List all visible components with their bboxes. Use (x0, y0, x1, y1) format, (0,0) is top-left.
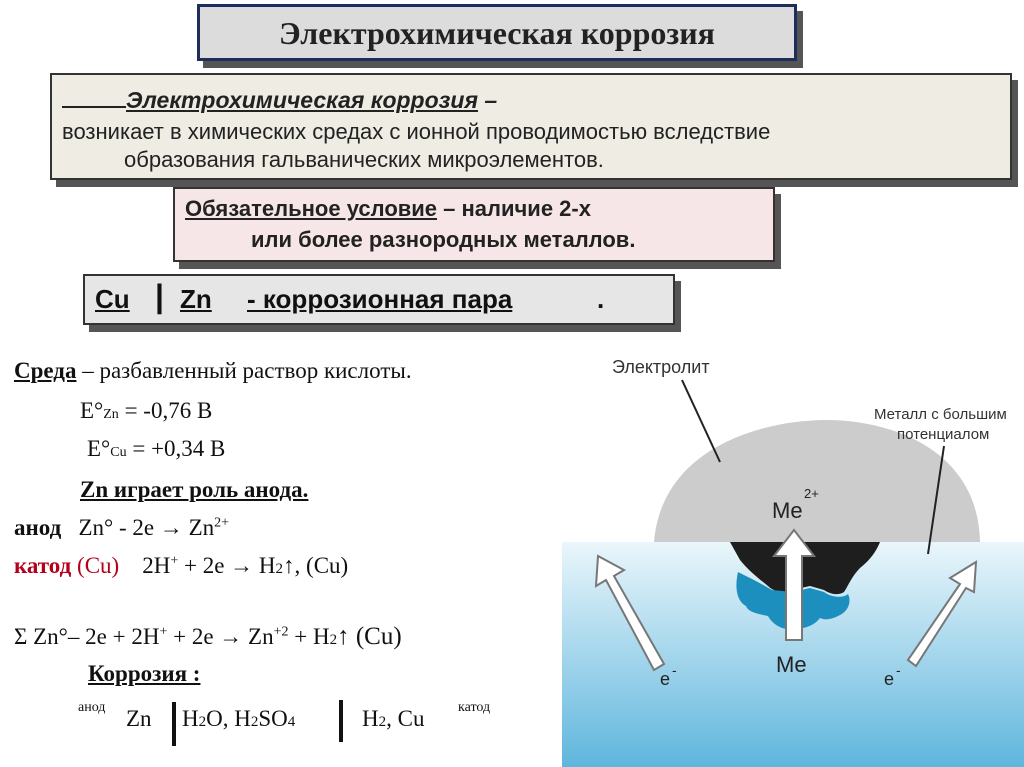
condition-line2: или более разнородных металлов. (251, 227, 636, 252)
e-zn-line (80, 398, 212, 424)
sum-d: ↑ (Cu) (337, 623, 402, 650)
scheme-mid-sub1: 2 (198, 714, 207, 730)
scheme-right (362, 706, 424, 732)
scheme-mid-a: H (182, 706, 199, 731)
pair-separator: | (155, 278, 164, 314)
e-cu-line (87, 436, 225, 462)
label-metal-line2: потенциалом (897, 426, 990, 443)
scheme-mid-sub3: 4 (287, 714, 296, 730)
label-electrolyte: Электролит (612, 357, 710, 377)
scheme-zn: Zn (126, 706, 152, 731)
pair-box (83, 274, 675, 325)
sum-a: Σ Zn°– 2e + 2H (14, 624, 160, 649)
label-metal-line1: Металл с большим (874, 406, 1007, 423)
e-zn-symbol: E° (80, 398, 104, 423)
sum-sup: +2 (273, 624, 289, 640)
e-cu-value: = +0,34 В (126, 436, 226, 461)
condition-box (173, 187, 775, 262)
scheme-bar-right (339, 700, 343, 742)
pair-text: - коррозионная пара (247, 284, 513, 314)
definition-dash: – (484, 87, 498, 113)
label-me-top-sup: 2+ (804, 486, 819, 501)
sum-plus: + (159, 624, 168, 640)
definition-line1 (62, 87, 497, 114)
cathode-line (14, 553, 348, 579)
label-me-top: Me (772, 498, 803, 523)
anode-line (14, 515, 229, 541)
scheme-right-b: , Cu (386, 706, 425, 731)
scheme-cathode: катод (458, 700, 491, 715)
condition-line1 (185, 196, 591, 222)
definition-blank (62, 88, 126, 108)
definition-line3: образования гальванических микроэлементов. (124, 147, 604, 172)
medium-line (14, 358, 412, 384)
cathode-eq-plus: + (170, 553, 179, 569)
definition-term: Электрохимическая коррозия (126, 87, 478, 113)
scheme-right-a: H (362, 706, 379, 731)
corrosion-label: Коррозия : (88, 661, 201, 686)
anode-label: анод (14, 515, 62, 540)
sum-sub: 2 (329, 632, 338, 648)
corrosion-diagram (562, 340, 1024, 767)
page-title: Электрохимическая коррозия (279, 15, 715, 51)
scheme-middle (182, 706, 295, 732)
electrolyte-pointer (682, 380, 720, 462)
title-box (197, 4, 797, 61)
label-me-bottom: Me (776, 652, 807, 677)
condition-rest: – наличие 2-х (437, 196, 591, 221)
scheme-mid-c: SO (258, 706, 288, 731)
cathode-cu: (Cu) (71, 553, 120, 578)
scheme-mid-sub2: 2 (250, 714, 259, 730)
label-e-right: e (884, 669, 895, 689)
definition-box (50, 73, 1012, 180)
pair-zn: Zn (180, 284, 212, 314)
cathode-eq-c: ↑, (Cu) (283, 553, 349, 578)
cathode-eq-sub: 2 (275, 561, 284, 577)
scheme-anode: анод (78, 700, 106, 715)
medium-label: Среда (14, 358, 77, 383)
anode-equation: Zn° - 2e → Zn (78, 515, 215, 540)
definition-line2: возникает в химических средах с ионной проводимостью вследствие (62, 119, 771, 144)
scheme-mid-b: O, H (206, 706, 251, 731)
e-zn-sub: Zn (103, 407, 119, 422)
cathode-eq-a: 2H (142, 553, 171, 578)
e-cu-sub: Cu (110, 445, 127, 460)
anode-sup: 2+ (214, 515, 230, 531)
anode-role: Zn играет роль анода. (80, 477, 309, 502)
sum-c: + H (288, 624, 330, 649)
sum-line (14, 623, 402, 651)
label-e-left-sup: - (672, 662, 677, 678)
cathode-label: катод (14, 553, 72, 578)
scheme-right-sub: 2 (378, 714, 387, 730)
e-cu-symbol: E° (87, 436, 111, 461)
sum-b: + 2e → Zn (167, 624, 274, 649)
pair-cu: Cu (95, 284, 130, 314)
condition-label: Обязательное условие (185, 196, 438, 221)
medium-text: – разбавленный раствор кислоты. (76, 358, 412, 383)
e-zn-value: = -0,76 В (118, 398, 213, 423)
pair-dot: . (597, 284, 605, 314)
label-e-right-sup: - (896, 662, 901, 678)
scheme-bar-left (172, 702, 176, 746)
cathode-eq-b: + 2e → H (178, 553, 276, 578)
label-e-left: e (660, 669, 671, 689)
